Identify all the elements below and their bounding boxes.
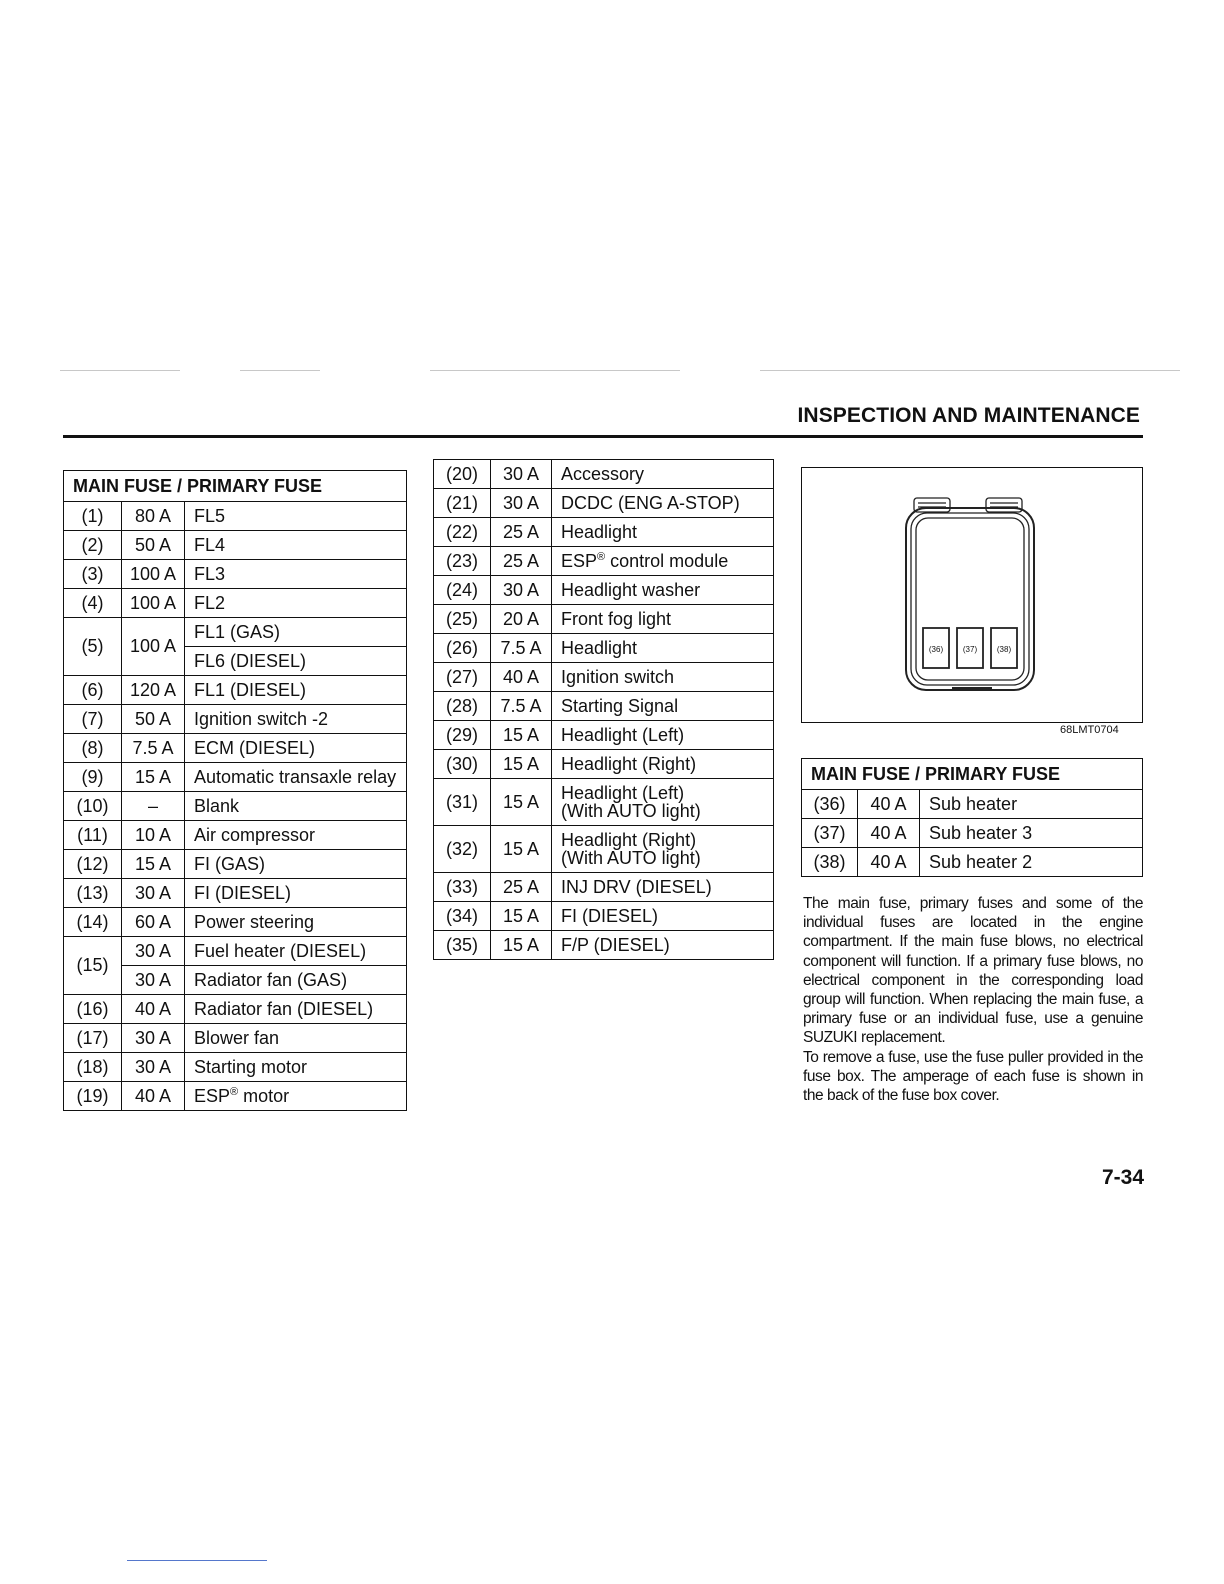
fuse-number: (21) bbox=[434, 489, 491, 518]
fuse-number: (36) bbox=[802, 790, 858, 819]
fuse-description-text: ESP bbox=[561, 550, 598, 571]
fuse-amperage: 120 A bbox=[122, 676, 185, 705]
fuse-description: Sub heater bbox=[920, 790, 1143, 819]
fuse-label-37: (37) bbox=[962, 645, 978, 654]
fuse-number: (7) bbox=[64, 705, 122, 734]
fuse-number: (38) bbox=[802, 848, 858, 877]
fuse-label-38: (38) bbox=[996, 645, 1012, 654]
fuse-description: F/P (DIESEL) bbox=[552, 931, 774, 960]
fuse-info-paragraph bbox=[803, 894, 1143, 1105]
table-row bbox=[64, 821, 407, 850]
fuse-amperage: 30 A bbox=[491, 576, 552, 605]
fuse-amperage: 25 A bbox=[491, 547, 552, 576]
fuse-description: Air compressor bbox=[185, 821, 407, 850]
table-row bbox=[64, 734, 407, 763]
fuse-box-diagram bbox=[802, 468, 1142, 722]
fuse-number: (12) bbox=[64, 850, 122, 879]
fuse-amperage: – bbox=[122, 792, 185, 821]
fuse-box-figure bbox=[801, 467, 1143, 723]
table-row bbox=[64, 879, 407, 908]
fuse-description: FL1 (GAS) bbox=[185, 618, 407, 647]
fuse-description: FL3 bbox=[185, 560, 407, 589]
figure-code: 68LMT0704 bbox=[1060, 724, 1119, 736]
table-heading-row bbox=[802, 759, 1143, 790]
fuse-description: FI (DIESEL) bbox=[552, 902, 774, 931]
fuse-number: (26) bbox=[434, 634, 491, 663]
fuse-number: (33) bbox=[434, 873, 491, 902]
fuse-number: (34) bbox=[434, 902, 491, 931]
fuse-amperage: 40 A bbox=[858, 819, 920, 848]
fuse-description: DCDC (ENG A-STOP) bbox=[552, 489, 774, 518]
table-row bbox=[434, 931, 774, 960]
fuse-description-line-2: (With AUTO light) bbox=[561, 801, 701, 821]
fuse-amperage: 30 A bbox=[122, 879, 185, 908]
fuse-amperage: 25 A bbox=[491, 518, 552, 547]
fuse-number: (30) bbox=[434, 750, 491, 779]
fuse-description: FL6 (DIESEL) bbox=[185, 647, 407, 676]
main-fuse-table-2 bbox=[433, 459, 774, 960]
fuse-description-suffix: motor bbox=[238, 1085, 290, 1106]
fuse-amperage: 15 A bbox=[491, 931, 552, 960]
fuse-description: INJ DRV (DIESEL) bbox=[552, 873, 774, 902]
table-row bbox=[64, 1082, 407, 1111]
table-heading: MAIN FUSE / PRIMARY FUSE bbox=[802, 759, 1143, 790]
header-rule bbox=[63, 435, 1143, 438]
table-row bbox=[64, 908, 407, 937]
fuse-number: (10) bbox=[64, 792, 122, 821]
table-row bbox=[434, 750, 774, 779]
fuse-amperage: 15 A bbox=[491, 721, 552, 750]
fuse-amperage: 15 A bbox=[491, 902, 552, 931]
fuse-description: Headlight (Left) bbox=[552, 721, 774, 750]
fuse-amperage: 7.5 A bbox=[491, 634, 552, 663]
table-row bbox=[64, 589, 407, 618]
fuse-amperage: 30 A bbox=[491, 460, 552, 489]
fuse-amperage: 50 A bbox=[122, 531, 185, 560]
scan-artifact bbox=[60, 370, 180, 371]
fuse-number: (9) bbox=[64, 763, 122, 792]
fuse-amperage: 15 A bbox=[491, 779, 552, 826]
fuse-description-text: ESP bbox=[194, 1085, 231, 1106]
fuse-description bbox=[552, 779, 774, 826]
fuse-description: FI (DIESEL) bbox=[185, 879, 407, 908]
scan-artifact bbox=[430, 370, 680, 371]
fuse-amperage: 60 A bbox=[122, 908, 185, 937]
fuse-amperage: 100 A bbox=[122, 618, 185, 676]
fuse-description: Automatic transaxle relay bbox=[185, 763, 407, 792]
fuse-amperage: 40 A bbox=[858, 848, 920, 877]
fuse-description: Blower fan bbox=[185, 1024, 407, 1053]
fuse-description-line-2: (With AUTO light) bbox=[561, 848, 701, 868]
fuse-number: (4) bbox=[64, 589, 122, 618]
fuse-description: Ignition switch -2 bbox=[185, 705, 407, 734]
fuse-label-36: (36) bbox=[928, 645, 944, 654]
fuse-amperage: 15 A bbox=[491, 826, 552, 873]
fuse-description: FL4 bbox=[185, 531, 407, 560]
fuse-description: FL1 (DIESEL) bbox=[185, 676, 407, 705]
fuse-number: (15) bbox=[64, 937, 122, 995]
fuse-description bbox=[552, 547, 774, 576]
table-row bbox=[434, 721, 774, 750]
fuse-amperage: 30 A bbox=[122, 1024, 185, 1053]
fuse-number: (25) bbox=[434, 605, 491, 634]
main-fuse-table-3 bbox=[801, 758, 1143, 877]
table-row bbox=[434, 489, 774, 518]
registered-mark: ® bbox=[597, 550, 606, 563]
fuse-number: (27) bbox=[434, 663, 491, 692]
fuse-number: (22) bbox=[434, 518, 491, 547]
fuse-number: (37) bbox=[802, 819, 858, 848]
fuse-number: (16) bbox=[64, 995, 122, 1024]
fuse-amperage: 15 A bbox=[122, 850, 185, 879]
scan-artifact bbox=[240, 370, 320, 371]
fuse-number: (3) bbox=[64, 560, 122, 589]
table-row bbox=[802, 819, 1143, 848]
fuse-number: (28) bbox=[434, 692, 491, 721]
fuse-description: Headlight bbox=[552, 634, 774, 663]
fuse-number: (8) bbox=[64, 734, 122, 763]
paragraph-1: The main fuse, primary fuses and some of the individual fuses are located in the engine compartment. If the main fuse blows, no electrical component will function. If a primary fuse blows, no electrical component in the corresponding load group will function. When replacing the main fuse, a primary fuse or an individual fuse, use a genuine SUZUKI replacement. bbox=[803, 895, 1143, 1047]
fuse-amperage: 15 A bbox=[491, 750, 552, 779]
cover-hinge-right bbox=[986, 498, 1022, 512]
fuse-number: (18) bbox=[64, 1053, 122, 1082]
fuse-description: Power steering bbox=[185, 908, 407, 937]
main-fuse-table-1 bbox=[63, 470, 407, 1111]
fuse-description: Front fog light bbox=[552, 605, 774, 634]
fuse-amperage: 40 A bbox=[858, 790, 920, 819]
fuse-number: (32) bbox=[434, 826, 491, 873]
fuse-description: Sub heater 3 bbox=[920, 819, 1143, 848]
fuse-description-line-1: Headlight (Right) bbox=[561, 830, 697, 850]
table-row bbox=[64, 502, 407, 531]
fuse-description: Fuel heater (DIESEL) bbox=[185, 937, 407, 966]
table-row bbox=[64, 676, 407, 705]
table-row bbox=[802, 790, 1143, 819]
fuse-number: (35) bbox=[434, 931, 491, 960]
fuse-description bbox=[552, 826, 774, 873]
table-row bbox=[434, 902, 774, 931]
fuse-description: Headlight (Right) bbox=[552, 750, 774, 779]
fuse-number: (23) bbox=[434, 547, 491, 576]
fuse-description: ECM (DIESEL) bbox=[185, 734, 407, 763]
table-row bbox=[434, 547, 774, 576]
fuse-description-line-1: Headlight (Left) bbox=[561, 783, 685, 803]
table-row bbox=[434, 460, 774, 489]
fuse-number: (24) bbox=[434, 576, 491, 605]
fuse-amperage: 30 A bbox=[122, 1053, 185, 1082]
table-row bbox=[64, 531, 407, 560]
fuse-number: (19) bbox=[64, 1082, 122, 1111]
fuse-amperage: 30 A bbox=[491, 489, 552, 518]
fuse-number: (11) bbox=[64, 821, 122, 850]
fuse-number: (13) bbox=[64, 879, 122, 908]
table-row bbox=[434, 605, 774, 634]
fuse-box-outline bbox=[906, 508, 1034, 690]
fuse-description: Starting Signal bbox=[552, 692, 774, 721]
fuse-number: (6) bbox=[64, 676, 122, 705]
table-row bbox=[434, 518, 774, 547]
table-row bbox=[64, 1024, 407, 1053]
table-row bbox=[64, 560, 407, 589]
table-row bbox=[64, 792, 407, 821]
fuse-number: (17) bbox=[64, 1024, 122, 1053]
table-row bbox=[434, 826, 774, 873]
fuse-amperage: 40 A bbox=[491, 663, 552, 692]
fuse-description: Radiator fan (DIESEL) bbox=[185, 995, 407, 1024]
fuse-description: Headlight bbox=[552, 518, 774, 547]
fuse-number: (1) bbox=[64, 502, 122, 531]
fuse-amperage: 50 A bbox=[122, 705, 185, 734]
table-row bbox=[64, 705, 407, 734]
table-row bbox=[802, 848, 1143, 877]
table-row bbox=[434, 779, 774, 826]
fuse-amperage: 7.5 A bbox=[491, 692, 552, 721]
fuse-number: (31) bbox=[434, 779, 491, 826]
table-row bbox=[64, 937, 407, 966]
paragraph-2: To remove a fuse, use the fuse puller provided in the fuse box. The amperage of each fuse is shown in the back of the fuse box cover. bbox=[803, 1048, 1143, 1105]
table-row bbox=[64, 1053, 407, 1082]
fuse-number: (29) bbox=[434, 721, 491, 750]
fuse-description: Starting motor bbox=[185, 1053, 407, 1082]
table-heading-row bbox=[64, 471, 407, 502]
scan-artifact bbox=[760, 370, 1180, 371]
fuse-amperage: 20 A bbox=[491, 605, 552, 634]
fuse-description: Sub heater 2 bbox=[920, 848, 1143, 877]
fuse-amperage: 30 A bbox=[122, 937, 185, 966]
fuse-description: Radiator fan (GAS) bbox=[185, 966, 407, 995]
fuse-number: (14) bbox=[64, 908, 122, 937]
fuse-description: FL5 bbox=[185, 502, 407, 531]
fuse-number: (5) bbox=[64, 618, 122, 676]
table-row bbox=[434, 634, 774, 663]
fuse-amperage: 100 A bbox=[122, 589, 185, 618]
fuse-description: FI (GAS) bbox=[185, 850, 407, 879]
table-row bbox=[434, 692, 774, 721]
registered-mark: ® bbox=[230, 1085, 239, 1098]
fuse-description: Ignition switch bbox=[552, 663, 774, 692]
fuse-description: FL2 bbox=[185, 589, 407, 618]
table-row bbox=[64, 618, 407, 647]
fuse-description: Accessory bbox=[552, 460, 774, 489]
table-heading: MAIN FUSE / PRIMARY FUSE bbox=[64, 471, 407, 502]
fuse-amperage: 40 A bbox=[122, 1082, 185, 1111]
table-row bbox=[64, 850, 407, 879]
section-title: INSPECTION AND MAINTENANCE bbox=[797, 404, 1140, 427]
fuse-amperage: 7.5 A bbox=[122, 734, 185, 763]
fuse-amperage: 15 A bbox=[122, 763, 185, 792]
table-row bbox=[64, 763, 407, 792]
fuse-amperage: 30 A bbox=[122, 966, 185, 995]
fuse-amperage: 25 A bbox=[491, 873, 552, 902]
fuse-amperage: 100 A bbox=[122, 560, 185, 589]
fuse-description: Headlight washer bbox=[552, 576, 774, 605]
fuse-description: Blank bbox=[185, 792, 407, 821]
fuse-number: (20) bbox=[434, 460, 491, 489]
fuse-amperage: 80 A bbox=[122, 502, 185, 531]
fuse-amperage: 10 A bbox=[122, 821, 185, 850]
table-row bbox=[64, 995, 407, 1024]
page-number: 7-34 bbox=[1101, 1166, 1144, 1189]
fuse-number: (2) bbox=[64, 531, 122, 560]
table-row bbox=[434, 663, 774, 692]
fuse-description bbox=[185, 1082, 407, 1111]
table-row bbox=[434, 576, 774, 605]
scan-artifact bbox=[127, 1560, 267, 1561]
fuse-amperage: 40 A bbox=[122, 995, 185, 1024]
table-row bbox=[434, 873, 774, 902]
fuse-description-suffix: control module bbox=[605, 550, 729, 571]
